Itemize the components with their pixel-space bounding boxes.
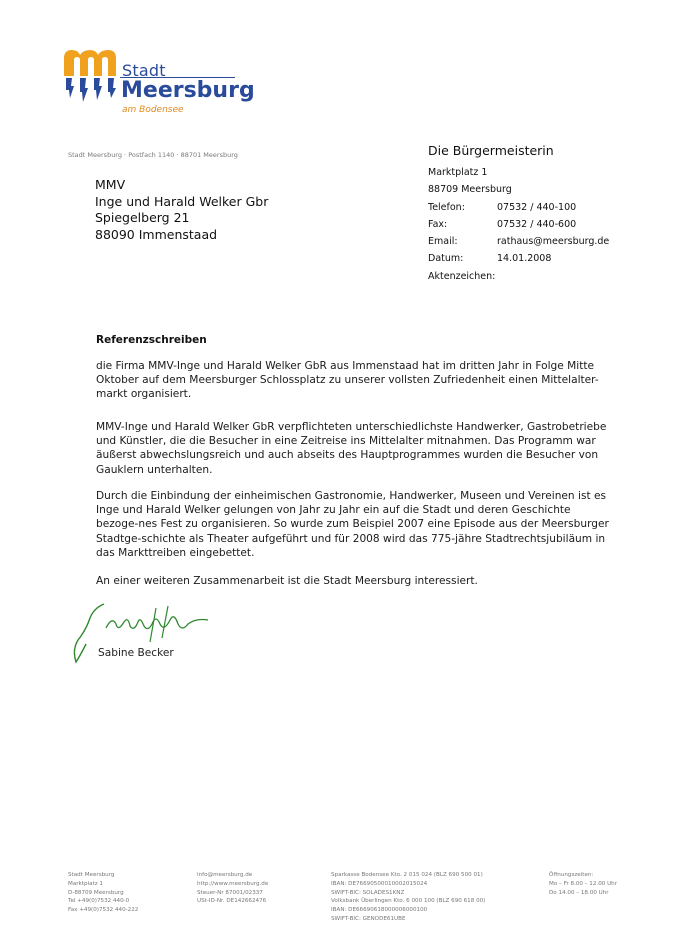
info-value: 14.01.2008 (497, 253, 552, 265)
letter-paragraph: An einer weiteren Zusammenarbeit ist die Stadt Meersburg interessiert. (96, 575, 478, 587)
footer-line: Fax +49(0)7532 440-222 (68, 907, 139, 914)
info-row-fax (428, 216, 609, 233)
info-value: 07532 / 440-600 (497, 218, 577, 230)
footer-bank-details (331, 871, 485, 924)
footer-line: SWIFT-BIC: GENODE61UBE (331, 915, 406, 922)
info-value: 07532 / 440-100 (497, 201, 577, 213)
letter-paragraph: Durch die Einbindung der einheimischen Gastronomie, Handwerker, Museen und Vereinen ist es Inge und Harald Welker gelungen von Jahr zu Jahr ein auf die Stadt und deren Geschichte bezoge-nes Fest zu organisieren. So wurde zum Beispiel 2007 eine Episode aus der Meersburger Stadtge-schichte als Theater aufgeführt und für 2008 wird das 775-jähre Stadtrechtsjubiläum in das Markttreiben eingebettet. (96, 490, 609, 559)
logo-tagline: am Bodensee (122, 105, 184, 115)
recipient-line: Inge und Harald Welker Gbr (95, 193, 269, 209)
info-row-date (428, 250, 609, 267)
recipient-line: 88090 Immenstaad (95, 226, 218, 242)
office-city: 88709 Meersburg (428, 184, 512, 196)
footer-contact (197, 871, 268, 906)
footer-address (68, 871, 138, 915)
office-contact-block (428, 164, 609, 285)
footer-line: Steuer-Nr 87001/02337 (197, 889, 263, 896)
footer-line: Mo – Fr 8.00 – 12.00 Uhr (549, 880, 618, 887)
footer-line: Sparkasse Bodensee Kto. 2 015 024 (BLZ 690 500 01) (331, 872, 483, 878)
letter-paragraph: MMV-Inge und Harald Welker GbR verpflichteten unterschiedlichste Handwerker, Gastrobetriebe und Künstler, die die Besucher in eine Zeitreise ins Mittelalter mitnahmen. Das Programm war äußerst abwechslungsreich und auch abseits des Hauptprogrammes wurden die Besucher von Gauklern unterhalten. (96, 421, 607, 476)
logo-text-stadt: Stadt (122, 61, 166, 80)
footer-line: Do 14.00 – 18.00 Uhr (549, 889, 609, 896)
footer-line: info@meersburg.de (197, 872, 253, 878)
footer-line: Öffnungszeiten: (549, 872, 594, 878)
office-street: Marktplatz 1 (428, 167, 488, 178)
info-label: Aktenzeichen: (428, 270, 496, 282)
signer-name: Sabine Becker (98, 647, 174, 659)
letter-subject: Referenzschreiben (96, 334, 207, 346)
letter-paragraph: die Firma MMV-Inge und Harald Welker GbR aus Immenstaad hat im dritten Jahr in Folge Mitte Oktober auf dem Meersburger Schlossplatz zu unserer vollsten Zufriedenheit einen Mittelalter-markt organisiert. (96, 360, 599, 401)
footer-line: Tel +49(0)7532 440-0 (68, 898, 130, 905)
footer-line: Volksbank Überlingen Kto. 6 000 100 (BLZ 690 618 00) (331, 898, 486, 905)
footer-line: IBAN: DE76690500010002015024 (331, 880, 428, 887)
footer-line: IBAN: DE66690618000006000100 (331, 907, 428, 914)
info-label: Datum: (428, 253, 464, 265)
info-label: Telefon: (428, 201, 465, 213)
footer-line: http://www.meersburg.de (197, 880, 269, 887)
footer-line: SWIFT-BIC: SOLADES1KNZ (331, 889, 405, 896)
footer-opening-hours (549, 871, 617, 897)
recipient-line: Spiegelberg 21 (95, 210, 190, 225)
sender-return-address: Stadt Meersburg · Postfach 1140 · 88701 Meersburg (68, 151, 238, 159)
recipient-address (95, 177, 268, 243)
info-row-email (428, 233, 609, 250)
info-row-reference (428, 268, 609, 285)
footer-line: Stadt Meersburg (68, 872, 115, 878)
info-label: Fax: (428, 218, 448, 230)
info-label: Email: (428, 236, 458, 248)
info-row-phone (428, 199, 609, 216)
footer-line: D-88709 Meersburg (68, 889, 124, 896)
recipient-line: MMV (95, 177, 126, 192)
logo-text-meersburg: Meersburg (121, 78, 255, 103)
office-title: Die Bürgermeisterin (428, 143, 554, 158)
info-value: rathaus@meersburg.de (497, 236, 610, 248)
footer-line: USt-ID-Nr. DE142662476 (197, 898, 267, 905)
footer-line: Marktplatz 1 (68, 880, 103, 887)
